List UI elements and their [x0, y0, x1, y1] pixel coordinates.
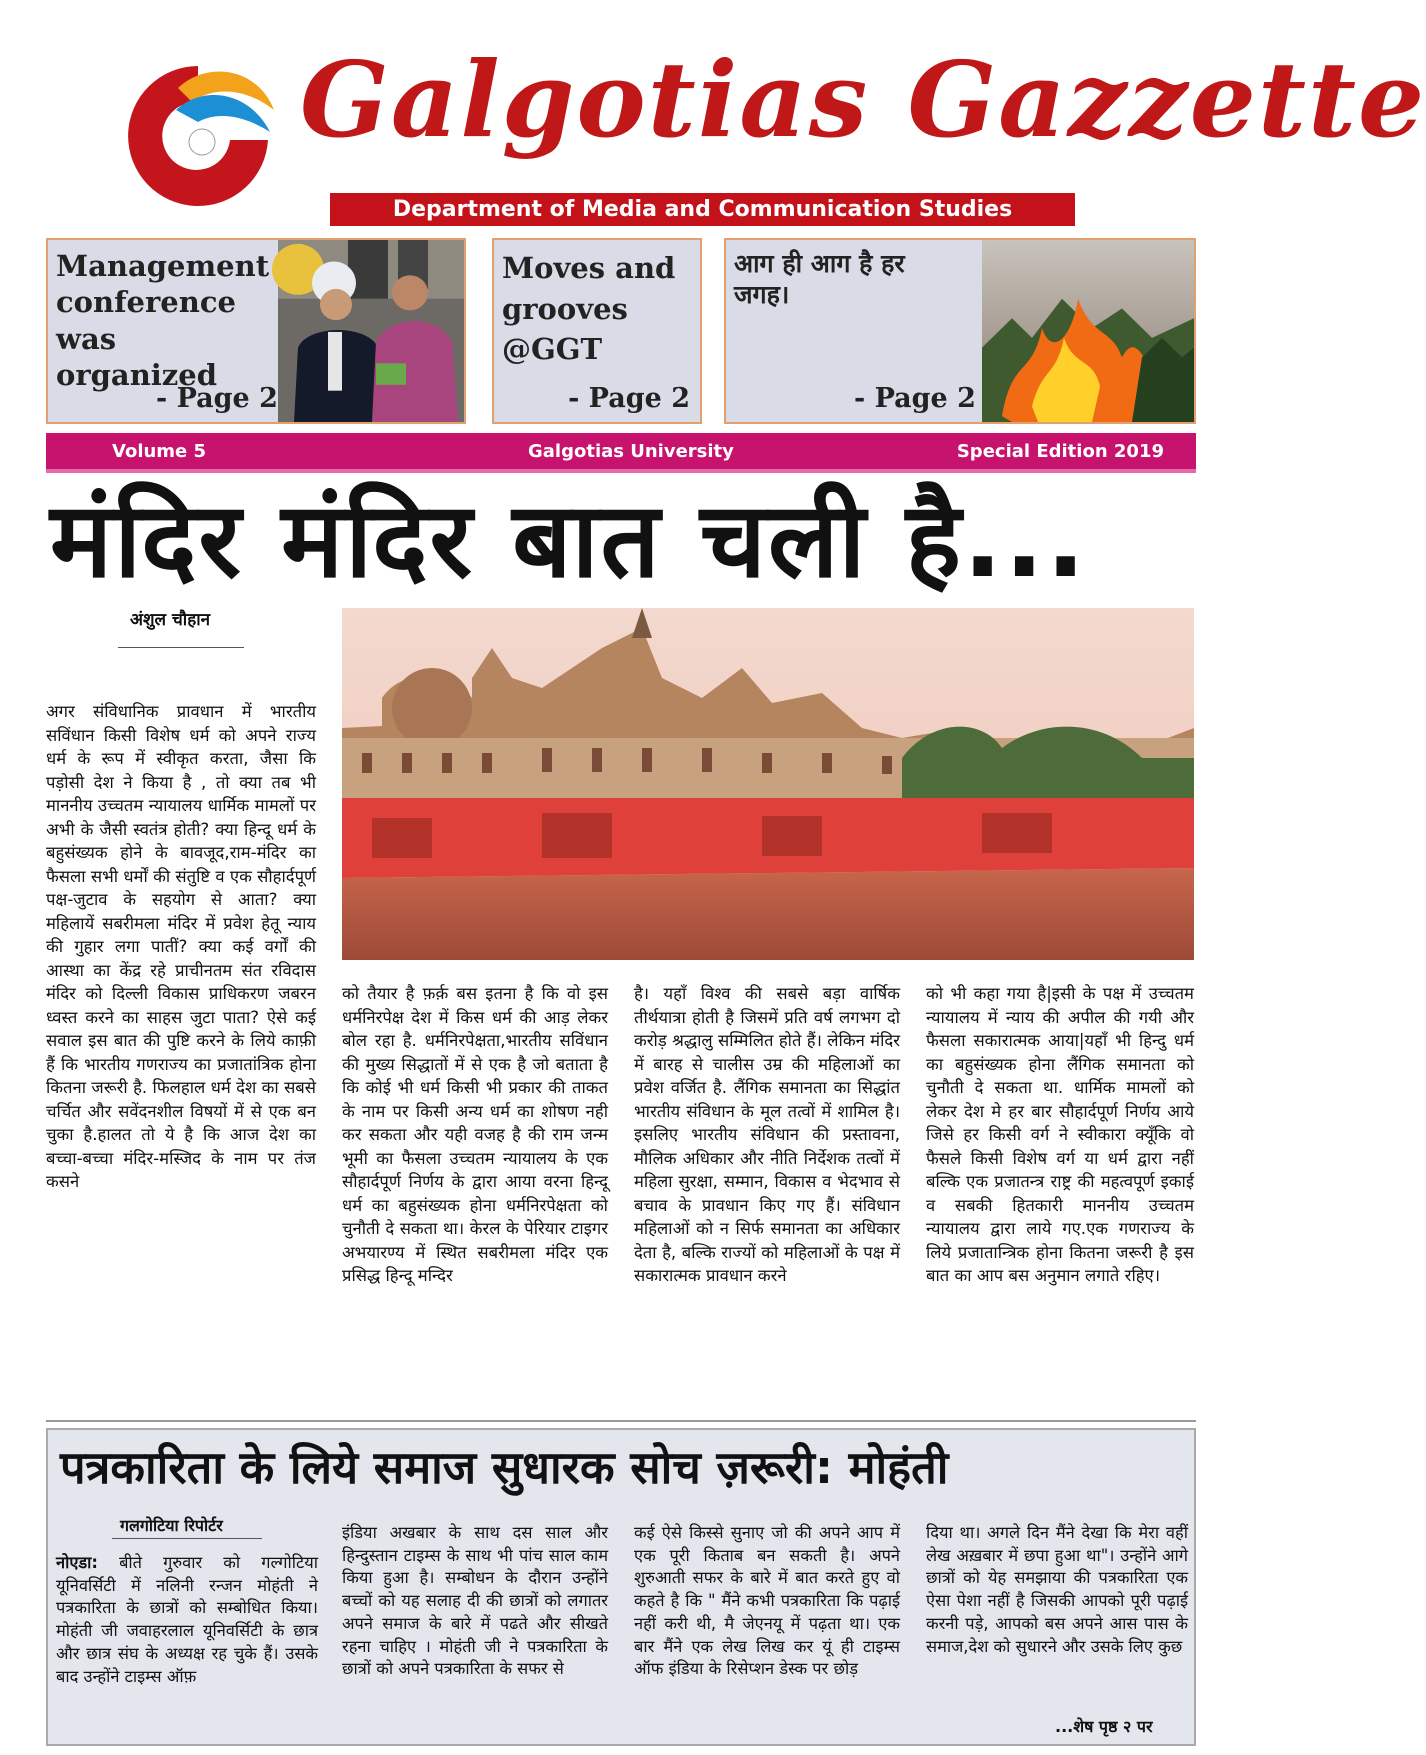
- masthead-title: Galgotias Gazzette: [300, 38, 1426, 161]
- gazette-logo: [118, 58, 278, 208]
- teaser-management-conference[interactable]: [46, 238, 466, 424]
- reporter-divider: [112, 1538, 262, 1539]
- teaser-moves-and-grooves[interactable]: [492, 238, 702, 424]
- volume-label: Volume 5: [112, 441, 207, 462]
- main-article-column-1: अगर संविधानिक प्रावधान में भारतीय सविंधान किसी विशेष धर्म को अपने राज्य धर्म के रूप में स्वीकृत करता, जैसा कि पड़ोसी देश ने किया है , तो क्या तब भी माननीय उच्चतम न्यायालय धार्मिक मामलों पर अभी के जैसी स्वतंत्र होती? क्या हिन्दू धर्म के बहुसंख्यक होने के बावजूद,राम-मंदिर का फैसला सभी धर्मों की संतुष्टि व एक सौहार्दपूर्ण पक्ष-जुटाव के सहयोग से आता? क्या महिलायें सबरीमला मंदिर में प्रवेश हेतू न्याय की गुहार लगा पातीं? क्या कई वर्गों की आस्था का केंद्र रहे प्राचीनतम संत रविदास मंदिर को दिल्ली विकास प्राधिकरण जबरन ध्वस्त करने का साहस जुटा पाता? ऐसे कई सवाल इस बात की पुष्टि करने के लिये काफ़ी हैं कि भारतीय गणराज्य का प्रजातांत्रिक होना कितना जरूरी है. फिलहाल धर्म देश का सबसे चर्चित और सवेंदनशील विषयों में से एक बन चुका है.हालत तो ये है कि आज देश का बच्चा-बच्चा मंदिर-मस्जिद के नाम पर तंज कसने: [46, 702, 316, 1191]
- ayodhya-ghat-photo: [342, 608, 1194, 960]
- section-divider: [46, 1420, 1196, 1422]
- main-headline: मंदिर मंदिर बात चली है...: [50, 479, 1088, 601]
- teaser-page-ref: - Page 2: [568, 383, 690, 414]
- main-article-column-4: को भी कहा गया है|इसी के पक्ष में उच्चतम न्यायालय में न्याय की अपील की गयी और फैसला सकारात्मक आया|यहाँ भी हिन्दु धर्म का बहुसंख्यक होना लैंगिक समानता को चुनौती दे सकता था. धार्मिक मामलों को लेकर देश मे हर बार सौहार्दपूर्ण निर्णय आये जिसे हर किसी वर्ग ने स्वीकारा क्यूँकि वो फैसले किसी विशेष वर्ग या धर्म द्वारा नहीं बल्कि एक प्रजातन्त्र राष्ट्र की महत्वपूर्ण इकाई व सबकी हितकारी माननीय उच्चतम न्यायालय द्वारा लाये गए.एक गणराज्य के लिये प्रजातान्त्रिक होना कितना जरूरी है इस बात का आप बस अनुमान लगाते रहिए।: [926, 984, 1194, 1285]
- second-article-column-3: कई ऐसे किस्से सुनाए जो की अपने आप में एक पूरी किताब बन सकती है। अपने शुरुआती सफर के बारे में बात करते हुए वो कहते है कि " मैंने कभी पत्रकारिता कि पढ़ाई नहीं करी थी, मै जेएनयू में पढ़ता था। एक बार मैंने एक लेख लिख कर यूं ही टाइम्स ऑफ इंडिया के रिसेप्शन डेस्क पर छोड़: [634, 1523, 900, 1679]
- dateline: नोएडा:: [56, 1553, 98, 1572]
- main-article-column-2: को तैयार है फ़र्क़ बस इतना है कि वो इस धर्मनिरपेक्ष देश में किस धर्म की आड़ लेकर बोल रहा है. धर्मनिरपेक्षता,भारतीय सविंधान की मुख्य सिद्धातों में से एक है जो बताता है कि कोई भी धर्म किसी भी प्रकार की ताकत के नाम पर किसी अन्य धर्म का शोषण नही कर सकता और यही वजह है की राम जन्म भूमी का फैसला उच्चतम न्यायालय के एक सौहार्दपूर्ण निर्णय के द्वारा आया वरना हिन्दू धर्म का बहुसंख्यक होना धर्मनिरपेक्षता को चुनौती दे सकता था। केरल के पेरियार टाइगर अभयारण्य में स्थित सबरीमला मंदिर एक प्रसिद्ध हिन्दू मन्दिर: [342, 984, 608, 1285]
- university-label: Galgotias University: [528, 441, 734, 462]
- department-banner: Department of Media and Communication Studies: [330, 193, 1075, 226]
- teaser-page-ref: - Page 2: [854, 383, 976, 414]
- second-article-column-1: [56, 1552, 318, 1712]
- teaser-title: Management conference was organized: [56, 249, 270, 392]
- second-article-column-4: दिया था। अगले दिन मैंने देखा कि मेरा वहीं लेख अख़बार में छपा हुआ था"। उन्होंने आगे छात्रों को येह समझाया की पत्रकारिता एक ऐसा पेशा नहीं है जिसकी आपको पूरी पढ़ाई करनी पड़े, आपको बस अपने आस पास के समाज,देश को सुधारने और उसके लिए कुछ: [926, 1523, 1188, 1656]
- edition-bar: [46, 433, 1196, 473]
- continued-note: ...शेष पृष्ठ २ पर: [1055, 1717, 1153, 1736]
- column-text: बीते गुरुवार को गल्गोटिया यूनिवर्सिटी में नलिनी रन्जन मोहंती ने पत्रकारिता के छात्रों को सम्बोधित किया। मोहंती जी जवाहरलाल यूनिवर्सिटी के छात्र और छात्र संघ के अध्यक्ष रह चुके हैं। उसके बाद उन्होंने टाइम्स ऑफ़: [56, 1553, 318, 1686]
- byline: अंशुल चौहान: [130, 610, 211, 630]
- second-article-headline: पत्रकारिता के लिये समाज सुधारक सोच ज़रूरी: मोहंती: [60, 1441, 949, 1494]
- edition-label: Special Edition 2019: [956, 441, 1164, 462]
- forest-fire-photo: [982, 240, 1194, 422]
- teaser-title: Moves and grooves @GGT: [502, 251, 676, 367]
- teaser-page-ref: - Page 2: [156, 383, 278, 414]
- teaser-title: आग ही आग है हर जगह।: [734, 249, 905, 310]
- byline-divider: [118, 647, 244, 648]
- conference-photo: [278, 240, 464, 422]
- main-article-column-3: है। यहाँ विश्व की सबसे बड़ा वार्षिक तीर्थयात्रा होती है जिसमें प्रति वर्ष लगभग दो करोड़ श्रद्धालु सम्मिलित होते हैं। लेकिन मंदिर में बारह से चालीस उम्र की महिलाओं का प्रवेश वर्जित है. लैंगिक समानता का सिद्धांत भारतीय संविधान के मूल तत्वों में शामिल है। इसलिए भारतीय संविधान की प्रस्तावना, मौलिक अधिकार और नीति निर्देशक तत्वों में महिला सुरक्षा, सम्मान, विकास व भेदभाव से बचाव के प्रावधान किए गए हैं। संविधान महिलाओं को न सिर्फ समानता का अधिकार देता है, बल्कि राज्यों को महिलाओं के पक्ष में सकारात्मक प्रावधान करने: [634, 984, 900, 1285]
- second-article-column-2: इंडिया अखबार के साथ दस साल और हिन्दुस्तान टाइम्स के साथ भी पांच साल काम किया हुआ है। सम्बोधन के दौरान उन्होंने बच्चों को यह सलाह दी की छात्रों को लगातर अपने समाज के बारे में पढते और सीखते रहना चाहिए । मोहंती जी ने पत्रकारिता के छात्रों को अपने पत्रकारिता के सफर से: [342, 1523, 608, 1679]
- teaser-fire-everywhere[interactable]: [724, 238, 1196, 424]
- reporter-byline: गलगोटिया रिपोर्टर: [120, 1516, 223, 1535]
